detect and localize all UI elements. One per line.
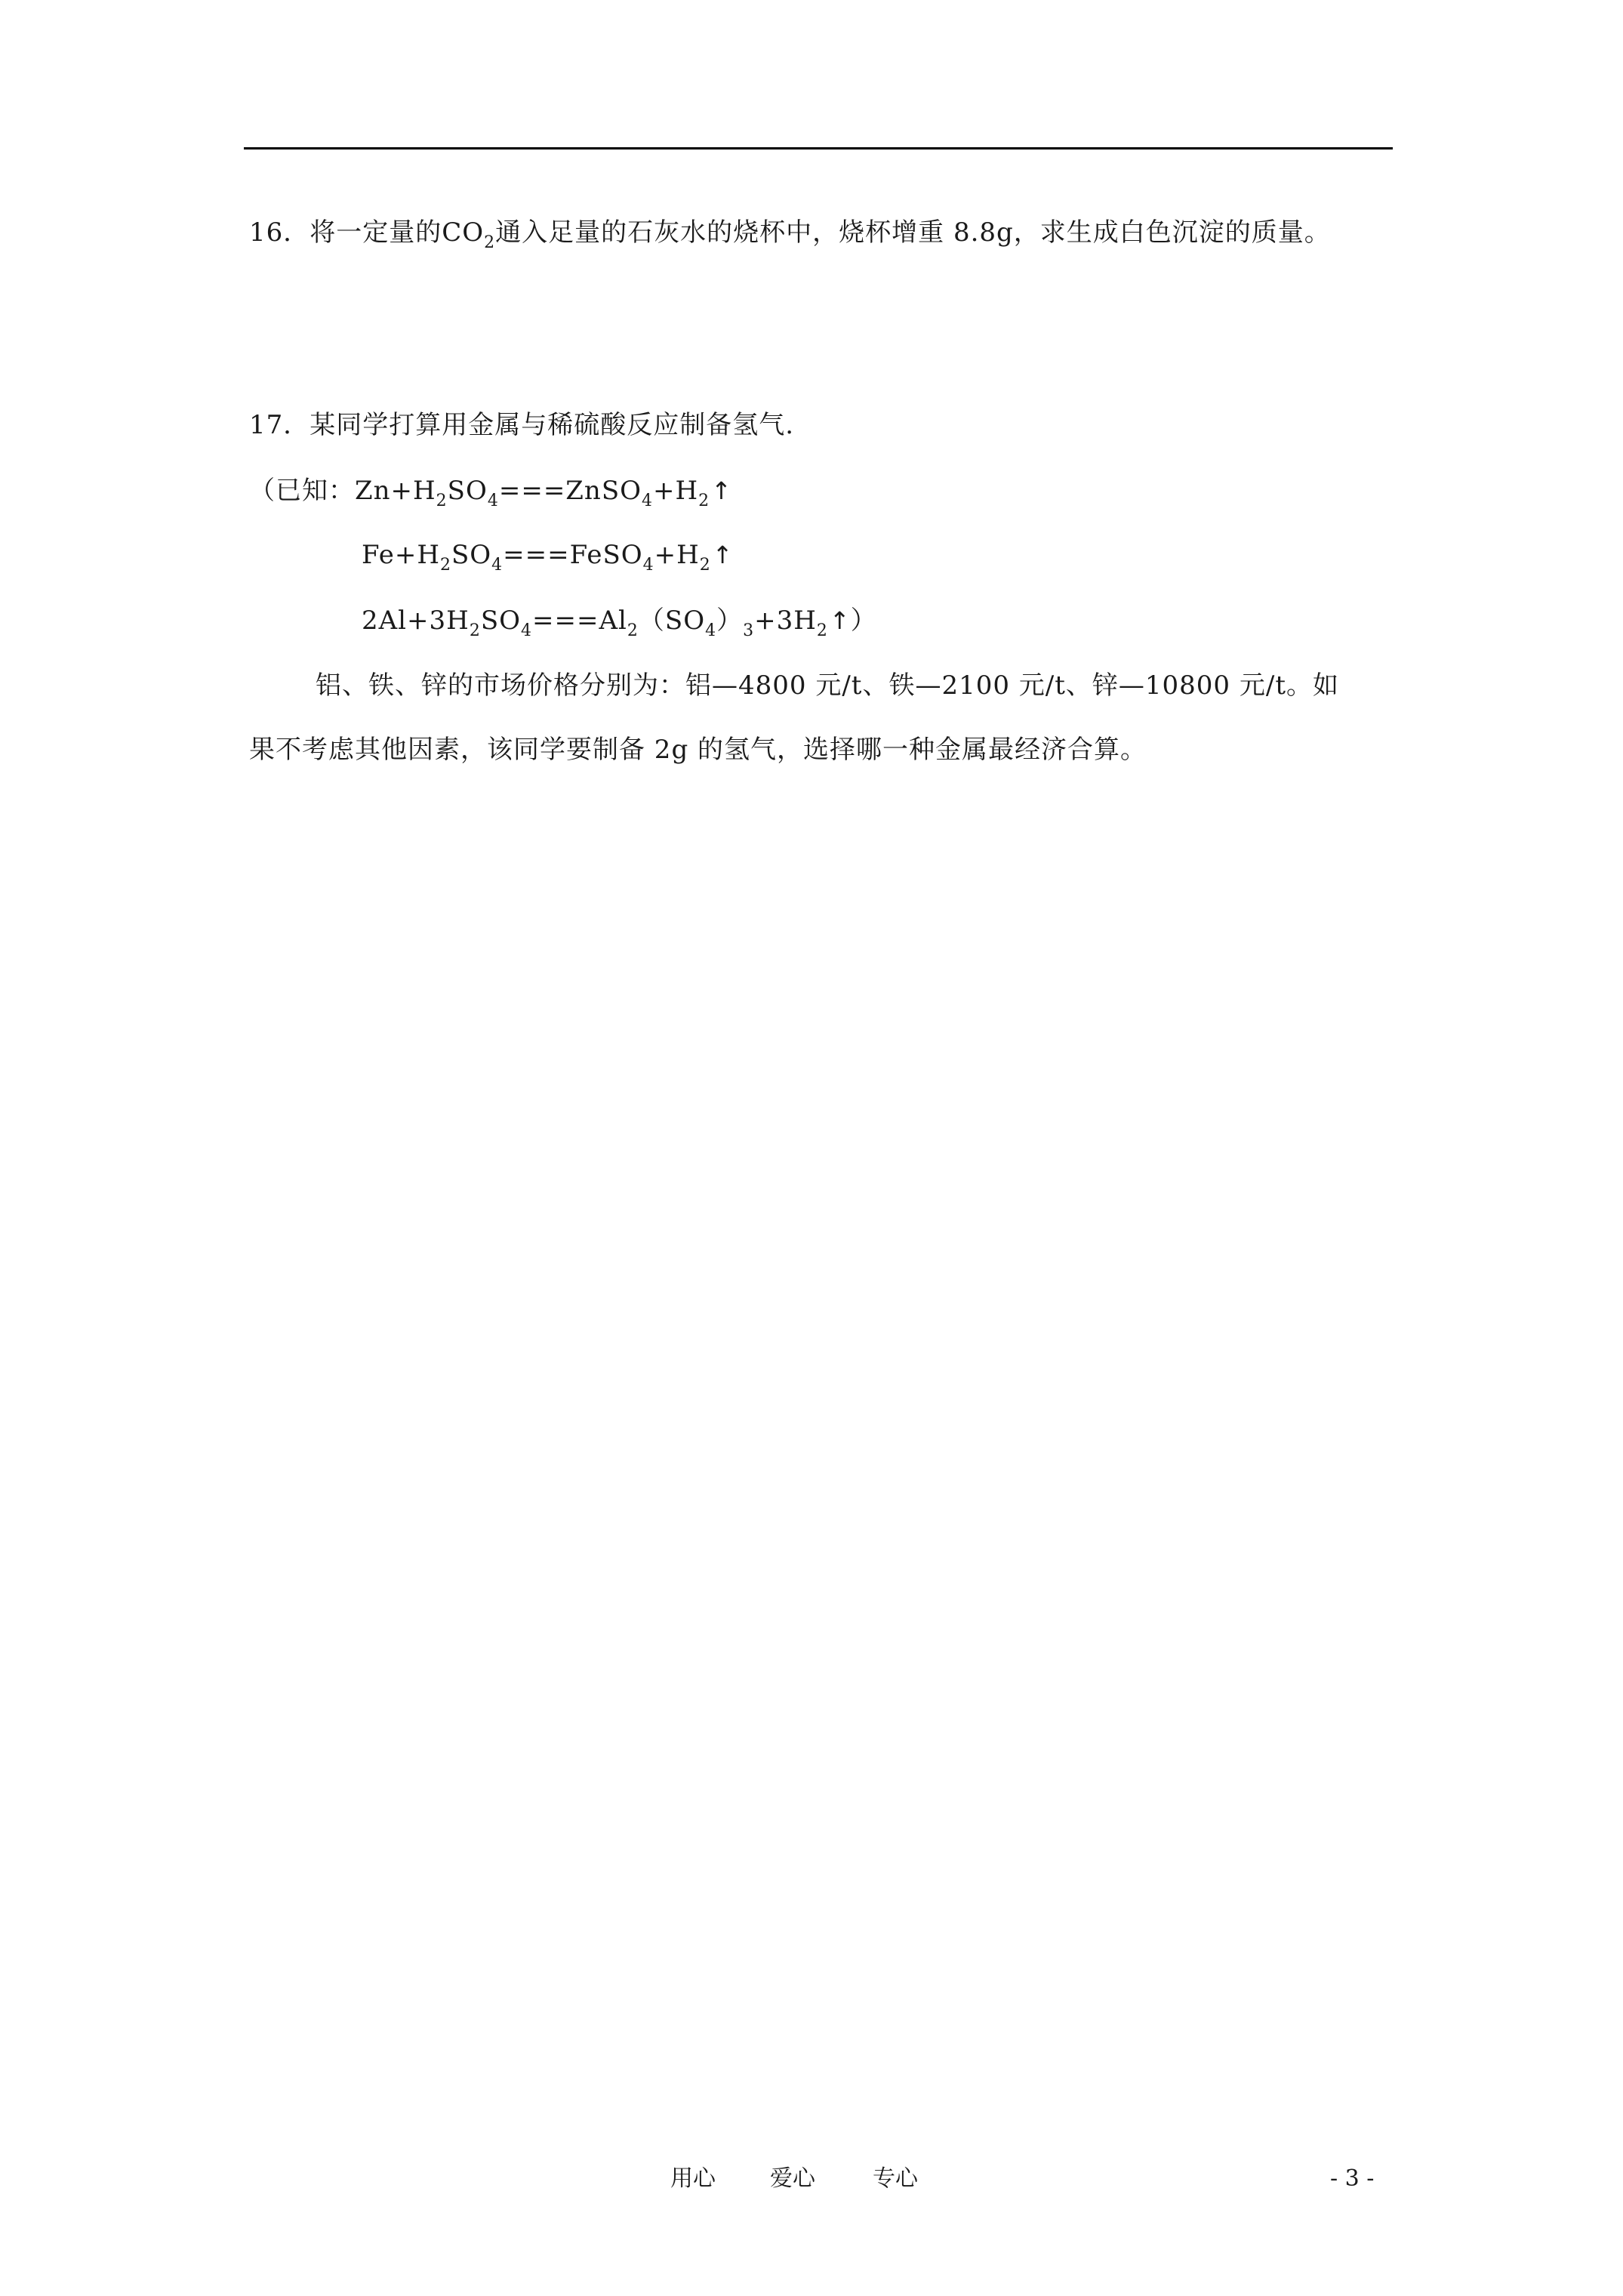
question-17-title: 17．某同学打算用金属与稀硫酸反应制备氢气. (249, 410, 795, 440)
eq2-part: SO (451, 540, 492, 570)
eq1-part: Zn+H (355, 476, 436, 506)
q16-text-before: 16．将一定量的 (249, 217, 442, 248)
q16-formula-sub: 2 (484, 233, 496, 252)
eq3-sub: 4 (521, 621, 533, 640)
eq3-part: （SO (638, 606, 706, 636)
eq1-sub: 4 (642, 492, 653, 510)
eq3-sub: 2 (627, 621, 639, 640)
eq3-part: 2Al+3H (362, 606, 470, 636)
eq3-part: ===Al (532, 606, 627, 636)
eq1-sub: 2 (698, 492, 710, 510)
equation-2 (362, 540, 734, 574)
gas-arrow-icon: ↑ (711, 476, 732, 505)
eq3-part: +3H (754, 606, 817, 636)
equation-1 (249, 476, 732, 510)
equation-3 (362, 606, 877, 639)
footer-motto-3: 专心 (873, 2165, 918, 2192)
eq2-sub: 4 (491, 556, 504, 575)
eq3-sub: 3 (743, 621, 755, 640)
footer-motto-1: 用心 (670, 2165, 716, 2192)
eq2-part: Fe+H (362, 540, 440, 570)
q16-text-after: 通入足量的石灰水的烧杯中，烧杯增重 8.8g，求生成白色沉淀的质量。 (495, 217, 1331, 248)
known-prefix: （已知： (249, 476, 355, 506)
eq1-part: ===ZnSO (498, 476, 642, 506)
footer-motto-2: 爱心 (770, 2165, 815, 2192)
eq2-sub: 2 (699, 556, 711, 575)
eq3-sub: 4 (705, 621, 717, 640)
eq1-sub: 4 (487, 492, 499, 510)
question-17-paragraph-line-2: 果不考虑其他因素，该同学要制备 2g 的氢气，选择哪一种金属最经济合算。 (249, 735, 1147, 765)
eq2-part: ===FeSO (503, 540, 643, 570)
gas-arrow-icon: ↑ (829, 606, 851, 635)
eq3-sub: 2 (816, 621, 828, 640)
eq3-sub: 2 (469, 621, 481, 640)
page-number: - 3 - (1330, 2165, 1375, 2192)
question-17-paragraph-line-1: 铝、铁、锌的市场价格分别为：铝—4800 元/t、铁—2100 元/t、锌—10800 元/t。如 (316, 670, 1339, 701)
eq1-sub: 2 (436, 492, 448, 510)
eq3-part: ） (716, 606, 744, 636)
question-16 (249, 217, 1331, 251)
eq1-part: +H (653, 476, 699, 506)
eq3-close: ） (850, 606, 877, 636)
eq1-part: SO (447, 476, 488, 506)
eq2-sub: 4 (642, 556, 654, 575)
eq3-part: SO (480, 606, 522, 636)
gas-arrow-icon: ↑ (712, 541, 734, 569)
eq2-part: +H (654, 540, 700, 570)
q16-formula-co: CO (442, 217, 485, 248)
eq2-sub: 2 (440, 556, 451, 575)
header-rule (244, 147, 1393, 149)
